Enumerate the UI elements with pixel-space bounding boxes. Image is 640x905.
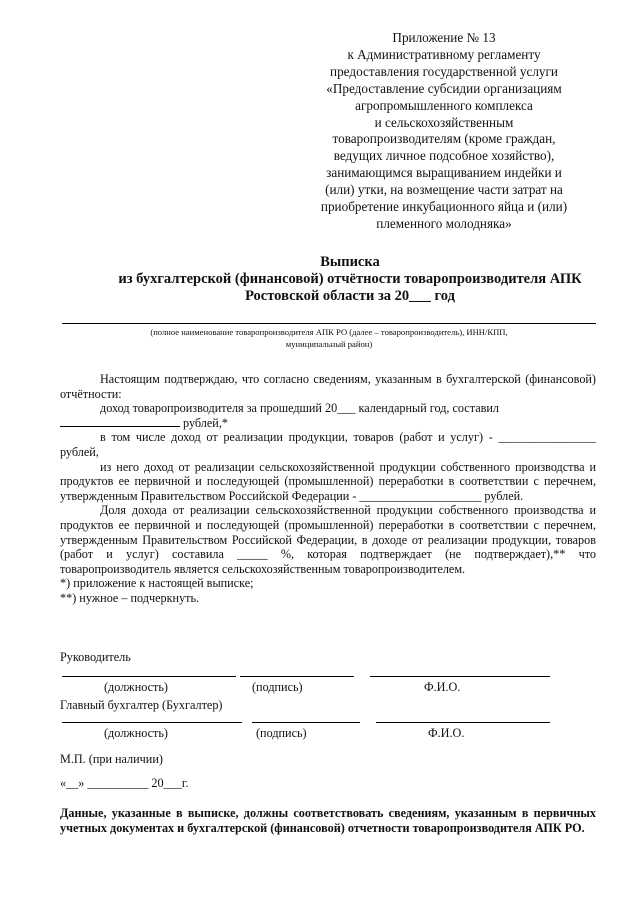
accountant-label: Главный бухгалтер (Бухгалтер) — [60, 698, 223, 712]
caption-line-2: муниципальный район) — [285, 338, 373, 349]
paragraph-income-amount — [60, 416, 596, 431]
appendix-line: «Предоставление субсидии организациям — [326, 80, 562, 96]
appendix-line: Приложение № 13 — [392, 30, 496, 45]
appendix-line: предоставления государственной услуги — [330, 63, 558, 79]
statement-body — [60, 372, 596, 606]
head-fio-line — [370, 676, 550, 677]
title-line-2: из бухгалтерской (финансовой) отчётности товаропроизводителя АПК — [118, 271, 582, 288]
title-line-1: Выписка — [320, 254, 380, 270]
footer-note: Данные, указанные в выписке, должны соответствовать сведениям, указанным в первичных учетных документах и бухгалтерской (финансовой) отчетности товаропроизводителя АПК РО. — [60, 806, 596, 835]
paragraph-share: Доля дохода от реализации сельскохозяйственной продукции собственного производства и продуктов ее первичной и последующей (промышленной) переработки в соответствии с перечнем, утвержденным Правительством Российской Федерации, в доходе от реализации продукции, товаров (работ и услуг) составила _____ %, которая подтверждает (не подтверждает),** что товаропроизводитель является сельскохозяйственным товаропроизводителем. — [60, 503, 596, 576]
appendix-line: и сельскохозяйственным — [374, 114, 514, 130]
stamp-label: М.П. (при наличии) — [60, 752, 163, 766]
accountant-position-line — [62, 722, 242, 723]
accountant-signature-caption: (подпись) — [256, 726, 307, 740]
appendix-line: приобретение инкубационного яйца и (или) — [320, 199, 568, 215]
accountant-position-caption: (должность) — [104, 726, 168, 740]
head-label: Руководитель — [60, 650, 131, 664]
footnote-2: **) нужное – подчеркнуть. — [60, 590, 200, 605]
paragraph-intro: Настоящим подтверждаю, что согласно сведениям, указанным в бухгалтерской (финансовой) отчётности: — [60, 372, 596, 401]
paragraph-sales-income: в том числе доход от реализации продукции, товаров (работ и услуг) - ________________ рублей, — [60, 430, 596, 459]
paragraph-agri-income: из него доход от реализации сельскохозяйственной продукции собственного производства и продуктов ее первичной и последующей (промышленной) переработки в соответствии с перечнем, утвержденным Правительством Российской Федерации - ____________________ рублей. — [60, 459, 596, 503]
caption-line-1: (полное наименование товаропроизводителя АПК РО (далее – товаропроизводитель), ИНН/КПП, — [150, 327, 508, 337]
accountant-fio-caption: Ф.И.О. — [428, 726, 465, 740]
appendix-line: занимающимся выращиванием индейки и — [326, 165, 562, 181]
appendix-line: (или) утки, на возмещение части затрат на — [325, 182, 563, 198]
accountant-fio-line — [376, 722, 550, 723]
appendix-line: к Административному регламенту — [347, 46, 541, 62]
income-unit: рублей,* — [183, 415, 228, 430]
producer-name-line — [62, 323, 596, 324]
head-fio-caption: Ф.И.О. — [424, 680, 461, 694]
appendix-line: товаропроизводителям (кроме граждан, — [332, 131, 556, 147]
head-position-line — [62, 676, 236, 677]
footnote-1: *) приложение к настоящей выписке; — [60, 576, 254, 591]
head-signature-line — [240, 676, 354, 677]
date-line: «__» __________ 20___г. — [60, 776, 189, 790]
producer-name-caption — [62, 327, 596, 350]
paragraph-income: доход товаропроизводителя за прошедший 20___ календарный год, составил — [100, 401, 499, 416]
accountant-signature-line — [252, 722, 360, 723]
income-blank — [60, 416, 180, 427]
appendix-header — [300, 30, 588, 233]
appendix-line: племенного молодняка» — [376, 215, 512, 231]
title-line-3: Ростовской области за 20___ год — [245, 288, 455, 305]
appendix-line: ведущих личное подсобное хозяйство), — [333, 148, 555, 164]
appendix-line: агропромышленного комплекса — [355, 97, 533, 113]
head-signature-caption: (подпись) — [252, 680, 303, 694]
head-position-caption: (должность) — [104, 680, 168, 694]
document-title — [60, 254, 640, 306]
